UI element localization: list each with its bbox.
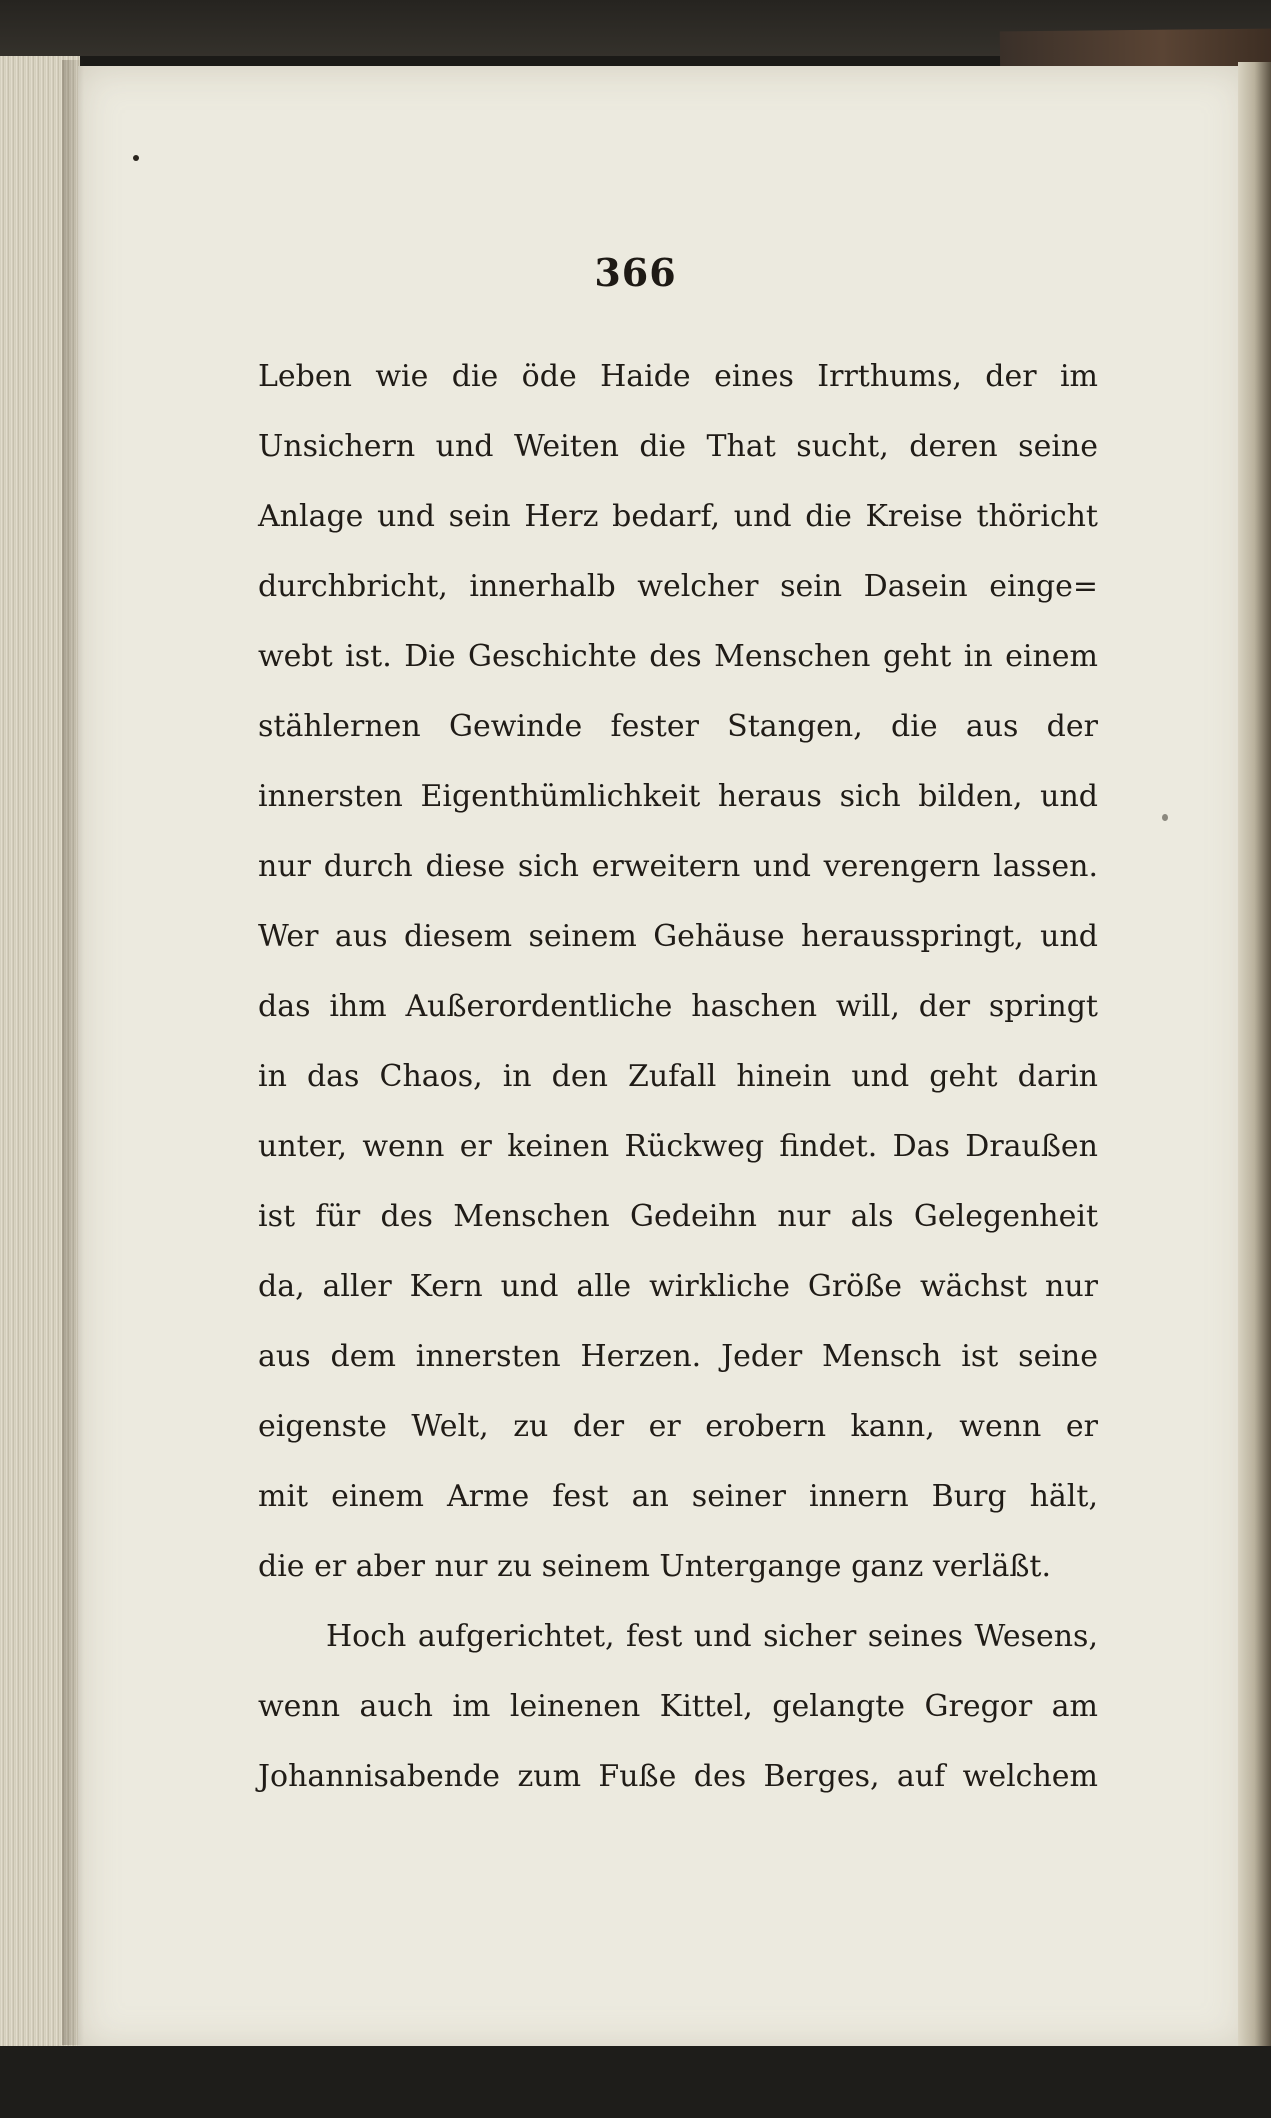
- text-line: da, aller Kern und alle wirkliche Größe wächst nur: [258, 1269, 1098, 1304]
- paragraph-end-line: die er aber nur zu seinem Untergange ganz verläßt.: [258, 1549, 1051, 1584]
- paragraph-start-line: Hoch aufgerichtet, fest und sicher seines Wesens,: [326, 1619, 1098, 1654]
- text-line: Wer aus diesem seinem Gehäuse herausspringt, und: [258, 919, 1098, 954]
- text-line: Anlage und sein Herz bedarf, und die Kreise thöricht: [258, 499, 1098, 534]
- text-line: aus dem innersten Herzen. Jeder Mensch ist seine: [258, 1339, 1098, 1374]
- gutter-shadow: [62, 60, 84, 2045]
- text-line: eigenste Welt, zu der er erobern kann, wenn er: [258, 1409, 1098, 1444]
- text-line: wenn auch im leinenen Kittel, gelangte Gregor am: [258, 1689, 1098, 1724]
- text-line: in das Chaos, in den Zufall hinein und geht darin: [258, 1059, 1098, 1094]
- text-line: mit einem Arme fest an seiner innern Burg hält,: [258, 1479, 1098, 1514]
- text-line: durchbricht, innerhalb welcher sein Dasein einge=: [258, 569, 1098, 604]
- body-text: [258, 342, 1098, 1812]
- text-line: das ihm Außerordentliche haschen will, der springt: [258, 989, 1098, 1024]
- ink-speck: [1162, 814, 1168, 821]
- page-stack-right: [1238, 62, 1271, 2052]
- scan-background-bottom: [0, 2046, 1271, 2118]
- text-line: unter, wenn er keinen Rückweg findet. Das Draußen: [258, 1129, 1098, 1164]
- text-line: nur durch diese sich erweitern und verengern lassen.: [258, 849, 1098, 884]
- text-line: webt ist. Die Geschichte des Menschen geht in einem: [258, 639, 1098, 674]
- text-line: ist für des Menschen Gedeihn nur als Gelegenheit: [258, 1199, 1098, 1234]
- text-line: innersten Eigenthümlichkeit heraus sich bilden, und: [258, 779, 1098, 814]
- text-line: Leben wie die öde Haide eines Irrthums, der im: [258, 359, 1098, 394]
- page-number: 366: [594, 250, 677, 295]
- text-line: Johannisabende zum Fuße des Berges, auf welchem: [258, 1759, 1098, 1794]
- text-line: stählernen Gewinde fester Stangen, die aus der: [258, 709, 1098, 744]
- text-line: Unsichern und Weiten die That sucht, deren seine: [258, 429, 1098, 464]
- ink-speck: [133, 155, 139, 161]
